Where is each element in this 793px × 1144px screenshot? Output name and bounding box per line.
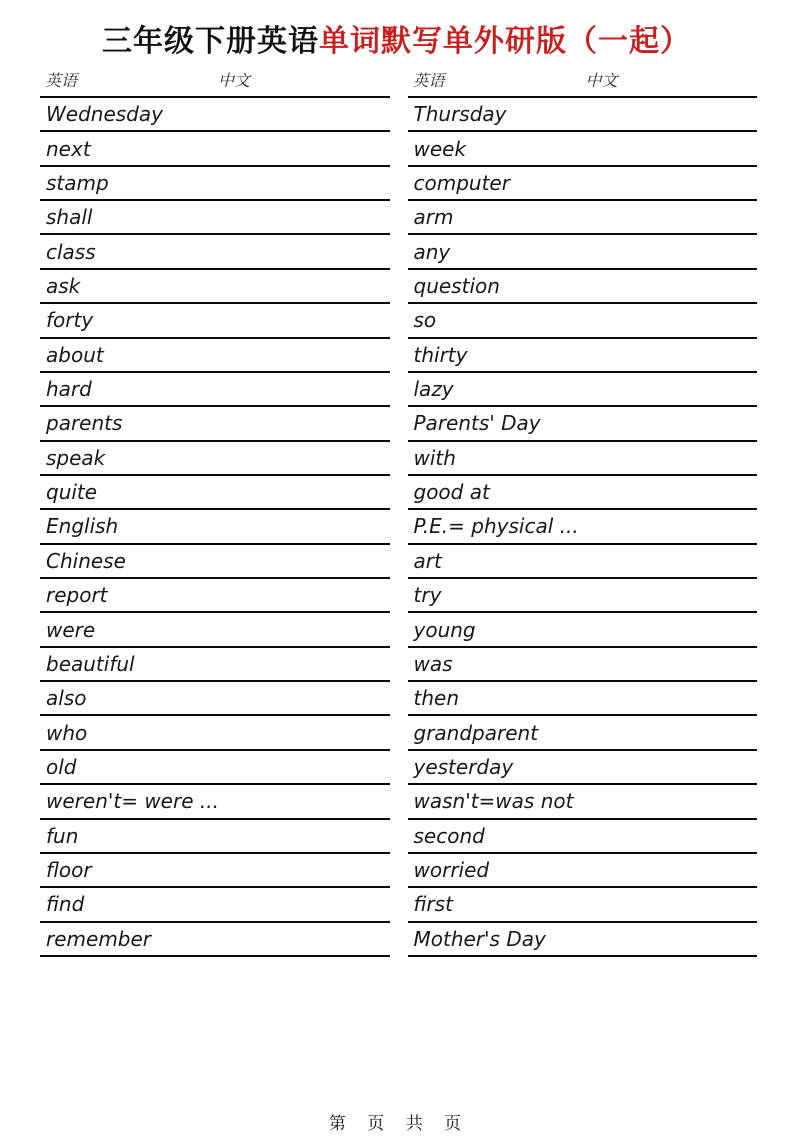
word-row: [40, 270, 390, 304]
word-row: [40, 442, 390, 476]
word-row: [408, 235, 758, 269]
english-word: wasn't=was not: [413, 789, 574, 814]
english-word: ask: [46, 273, 81, 298]
word-row: [40, 510, 390, 544]
word-row: [40, 820, 390, 854]
word-rows: [40, 98, 390, 957]
english-word: report: [46, 583, 108, 608]
english-word: about: [46, 342, 104, 367]
word-row: [408, 648, 758, 682]
english-word: English: [46, 514, 119, 539]
word-row: [408, 888, 758, 922]
word-row: [40, 167, 390, 201]
word-row: [408, 304, 758, 338]
english-word: so: [413, 308, 437, 333]
english-word: find: [46, 892, 85, 917]
english-word: grandparent: [413, 720, 539, 745]
english-word: lazy: [413, 377, 454, 402]
word-row: [40, 923, 390, 957]
english-word: speak: [46, 445, 106, 470]
word-row: [408, 476, 758, 510]
word-row: [40, 751, 390, 785]
word-row: [408, 579, 758, 613]
english-word: floor: [46, 858, 92, 883]
word-row: [408, 785, 758, 819]
word-row: [408, 270, 758, 304]
english-word: Parents' Day: [413, 411, 541, 436]
word-row: [408, 339, 758, 373]
english-word: week: [413, 136, 467, 161]
word-row: [408, 407, 758, 441]
word-row: [40, 201, 390, 235]
english-word: forty: [46, 308, 94, 333]
english-word: parents: [46, 411, 123, 436]
english-word: worried: [413, 858, 490, 883]
vocabulary-tables: [0, 62, 793, 957]
english-word: thirty: [413, 342, 468, 367]
word-row: [40, 304, 390, 338]
word-row: [40, 132, 390, 166]
english-word: second: [413, 823, 485, 848]
english-word: young: [413, 617, 476, 642]
word-row: [40, 407, 390, 441]
word-row: [408, 854, 758, 888]
word-row: [40, 98, 390, 132]
english-word: shall: [46, 205, 93, 230]
english-word: question: [413, 273, 500, 298]
word-row: [40, 854, 390, 888]
vocab-column-right: [408, 62, 758, 957]
word-row: [408, 442, 758, 476]
word-row: [40, 785, 390, 819]
english-word: arm: [413, 205, 454, 230]
page-title-black-part: 三年级下册英语: [102, 25, 319, 58]
english-word: also: [46, 686, 87, 711]
english-word: next: [46, 136, 91, 161]
header-english-label: 英语: [412, 71, 445, 90]
word-row: [408, 613, 758, 647]
word-rows: [408, 98, 758, 957]
english-word: stamp: [46, 170, 109, 195]
english-word: first: [413, 892, 453, 917]
page-footer: 第 页 共 页: [328, 1114, 465, 1134]
word-row: [408, 923, 758, 957]
english-word: Thursday: [413, 102, 507, 127]
english-word: fun: [46, 823, 79, 848]
word-row: [408, 132, 758, 166]
vocab-column-left: [40, 62, 390, 957]
english-word: hard: [46, 377, 92, 402]
english-word: weren't= were ...: [46, 789, 219, 814]
word-row: [408, 545, 758, 579]
english-word: any: [413, 239, 451, 264]
header-chinese-label: 中文: [218, 71, 251, 90]
column-header: [40, 62, 390, 98]
word-row: [40, 339, 390, 373]
english-word: was: [413, 651, 453, 676]
word-row: [408, 201, 758, 235]
english-word: beautiful: [46, 651, 135, 676]
english-word: art: [413, 548, 442, 573]
word-row: [408, 167, 758, 201]
word-row: [40, 888, 390, 922]
header-english-label: 英语: [45, 71, 78, 90]
english-word: try: [413, 583, 442, 608]
english-word: yesterday: [413, 755, 514, 779]
word-row: [408, 820, 758, 854]
english-word: with: [413, 445, 456, 470]
header-chinese-label: 中文: [585, 71, 618, 90]
english-word: quite: [46, 480, 98, 505]
word-row: [40, 579, 390, 613]
word-row: [40, 373, 390, 407]
english-word: then: [413, 686, 459, 711]
english-word: class: [46, 239, 96, 264]
english-word: remember: [46, 926, 152, 951]
word-row: [40, 545, 390, 579]
word-row: [40, 613, 390, 647]
word-row: [40, 648, 390, 682]
english-word: who: [46, 720, 88, 745]
column-header: [408, 62, 758, 98]
page-title-red-part: 单词默写单外研版（一起）: [319, 25, 691, 58]
word-row: [408, 510, 758, 544]
english-word: old: [46, 755, 77, 779]
word-row: [408, 682, 758, 716]
word-row: [40, 682, 390, 716]
word-row: [40, 476, 390, 510]
word-row: [408, 716, 758, 750]
word-row: [408, 98, 758, 132]
page-title: [0, 22, 793, 62]
word-row: [408, 373, 758, 407]
english-word: computer: [413, 170, 510, 195]
english-word: Wednesday: [46, 102, 163, 127]
word-row: [408, 751, 758, 785]
english-word: good at: [413, 480, 490, 505]
word-row: [40, 716, 390, 750]
english-word: P.E.= physical ...: [413, 514, 579, 539]
english-word: were: [46, 617, 96, 642]
english-word: Mother's Day: [413, 926, 546, 951]
english-word: Chinese: [46, 548, 126, 573]
word-row: [40, 235, 390, 269]
